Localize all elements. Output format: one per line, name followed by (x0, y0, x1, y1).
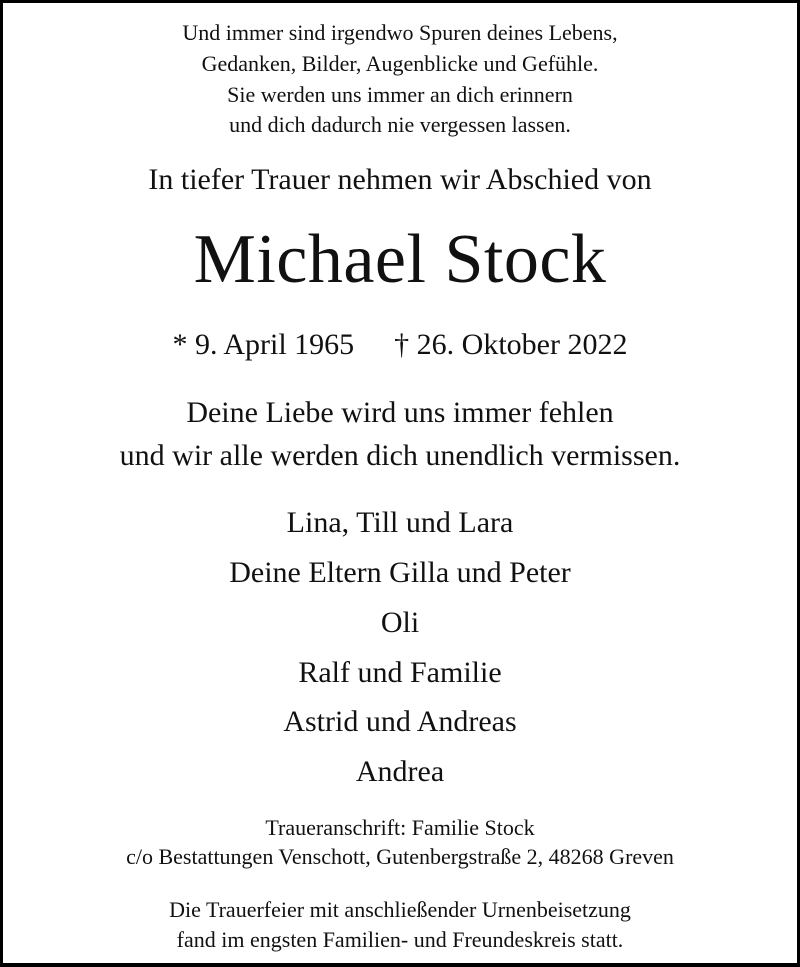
mourner: Astrid und Andreas (283, 705, 517, 738)
poem-line: Und immer sind irgendwo Spuren deines Lebens, (182, 20, 618, 45)
ceremony-line: Die Trauerfeier mit anschließender Urnenbeisetzung (169, 897, 631, 922)
intro-text: In tiefer Trauer nehmen wir Abschied von (148, 163, 652, 196)
address-line: Traueranschrift: Familie Stock (265, 815, 535, 840)
poem-line: und dich dadurch nie vergessen lassen. (229, 112, 571, 137)
birth-date: * 9. April 1965 (172, 328, 355, 361)
deceased-name: Michael Stock (193, 221, 607, 298)
poem-line: Gedanken, Bilder, Augenblicke und Gefühle. (201, 51, 599, 76)
address-line: c/o Bestattungen Venschott, Gutenbergstraße 2, 48268 Greven (126, 844, 674, 869)
mourner: Ralf und Familie (298, 656, 502, 689)
mourner: Oli (380, 606, 420, 639)
message-line: Deine Liebe wird uns immer fehlen (186, 396, 614, 429)
life-dates (0, 325, 800, 365)
mourner: Deine Eltern Gilla und Peter (229, 556, 571, 589)
mourner: Lina, Till und Lara (286, 506, 514, 539)
message-line: und wir alle werden dich unendlich vermissen. (119, 439, 681, 472)
death-date: † 26. Oktober 2022 (394, 328, 628, 361)
ceremony-line: fand im engsten Familien- und Freundeskreis statt. (176, 927, 624, 952)
mourner: Andrea (355, 755, 445, 788)
poem-line: Sie werden uns immer an dich erinnern (227, 82, 573, 107)
